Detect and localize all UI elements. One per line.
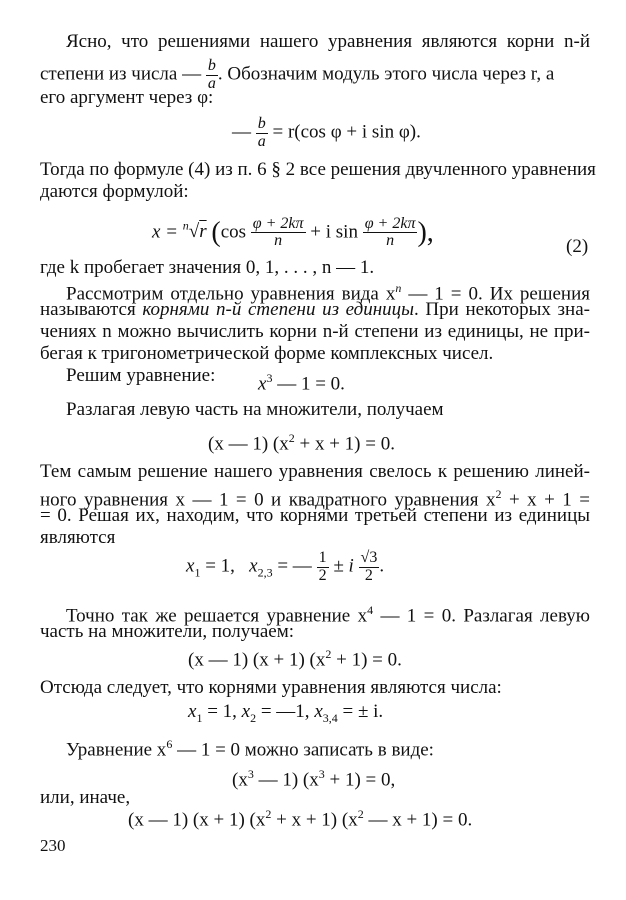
emphasis-term: корнями n-й степени из единицы [142, 299, 415, 320]
page-number: 230 [40, 836, 66, 855]
fraction-b-over-a [256, 116, 268, 151]
equation-fourth-roots: $x_1 = 1$, $x_2$ = —1, $x_{3,4}$ = ± i. [188, 701, 384, 725]
fraction-phi: $\frac{\varphi + 2k\pi}{n}$ [252, 214, 304, 250]
text-fragment: степени из числа — [40, 63, 202, 85]
text-line: Точно так же решается уравнение $x^4$ — 1 = 0. Разлагая левую [66, 603, 590, 627]
eq2-tail: ), [417, 216, 434, 248]
text-fragment: . Обозначим модуль этого числа через r, а [217, 63, 555, 85]
text-line: бегая к тригонометрической форме комплексных чисел. [40, 343, 494, 364]
equation-factor-sixth-a: ($x^3$ — 1) $(x^3 + 1) = 0$, [232, 767, 396, 791]
text-line: его аргумент через φ: [40, 87, 214, 108]
text-line: называются корнями n-й степени из единицы. При некоторых зна- [40, 299, 590, 320]
numerator: b [257, 115, 266, 132]
text-line: или, иначе, [40, 787, 131, 808]
text-line: Уравнение $x^6$ — 1 = 0 можно записать в виде: [66, 737, 434, 761]
text-line: чениях n можно вычислить корни n-й степени из единицы, не при- [40, 321, 590, 342]
equation-factor-sixth-b: (x — 1) (x + 1) $(x^2 + x + 1)$ ($x^2$ — x + 1) = 0. [128, 807, 473, 831]
text-line: являются [40, 527, 116, 548]
nth-root: $^n$√r [182, 219, 207, 243]
equation-number: (2) [566, 236, 589, 257]
text-line: ного уравнения x — 1 = 0 и квадратного уравнения $x^2 + x + 1$ = [40, 487, 590, 511]
equation-polar-form: — $\frac{b}{a}$ = r(cos φ + i sin φ). [232, 115, 421, 150]
text-line: где k пробегает значения 0, 1, . . . , n — 1. [40, 257, 375, 278]
eq2-cos: cos [220, 221, 247, 243]
equation-factor-cube: (x — 1) $(x^2 + x + 1) = 0$. [208, 431, 395, 455]
numerator: b [207, 57, 216, 74]
equation-rhs: = r(cos φ + i sin φ). [272, 121, 421, 143]
equation-cube-roots: $x_1 = 1$, $x_{2,3}$ = — $\frac{1}{2}$ ± i $\frac{√3}{2}$ . [186, 549, 385, 584]
equation-cube: $x^3$ — 1 = 0. [258, 371, 345, 395]
fraction-sqrt3-half: $\frac{√3}{2}$ [360, 549, 378, 584]
fraction-phi: $\frac{\varphi + 2k\pi}{n}$ [364, 214, 416, 250]
text-line: Ясно, что решениями нашего уравнения являются корни n-й [66, 31, 590, 52]
fraction-half: $\frac{1}{2}$ [318, 549, 327, 584]
text-line: даются формулой: [40, 181, 189, 202]
text-line: Тогда по формуле (4) из п. 6 § 2 все решения двучленного уравнения [40, 159, 596, 180]
text-line: Рассмотрим отдельно уравнения вида $x^n$ — 1 = 0. Их решения [66, 281, 590, 305]
eq2-isin: + i sin [310, 221, 358, 243]
text-line: Разлагая левую часть на множители, получаем [66, 399, 444, 420]
equation-2: x = $^n$√r (cos $\frac{\varphi + 2k\pi}{n}$ + i sin $\frac{\varphi + 2k\pi}{n}$ ), [152, 214, 434, 250]
text-line: часть на множители, получаем: [40, 621, 295, 642]
equation-factor-fourth: (x — 1) (x + 1) $(x^2 + 1) = 0$. [188, 647, 402, 671]
text-line: Тем самым решение нашего уравнения свелось к решению линей- [40, 461, 590, 482]
denominator: a [257, 132, 266, 150]
text-line: Решим уравнение: [66, 365, 216, 386]
text-line: = 0. Решая их, находим, что корнями третьей степени из единицы [40, 505, 590, 526]
eq2-lhs: x = [152, 221, 179, 243]
denominator: a [207, 74, 216, 92]
text-line: Отсюда следует, что корнями уравнения являются числа: [40, 677, 502, 698]
